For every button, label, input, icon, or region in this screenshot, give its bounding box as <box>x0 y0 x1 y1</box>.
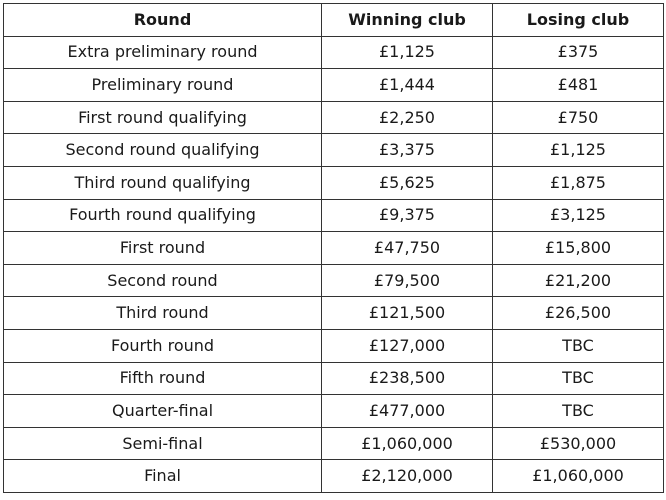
table-row <box>4 166 664 199</box>
winning-club-cell: £3,375 <box>322 134 493 167</box>
losing-club-cell: £26,500 <box>493 297 664 330</box>
table-row <box>4 264 664 297</box>
losing-club-cell: TBC <box>493 329 664 362</box>
table-row <box>4 101 664 134</box>
prize-money-table <box>3 3 664 493</box>
table-row <box>4 69 664 102</box>
winning-club-cell: £9,375 <box>322 199 493 232</box>
winning-club-cell: £477,000 <box>322 395 493 428</box>
round-cell: Extra preliminary round <box>4 36 322 69</box>
header-losing-club: Losing club <box>493 4 664 37</box>
losing-club-cell: £21,200 <box>493 264 664 297</box>
table-row <box>4 199 664 232</box>
winning-club-cell: £238,500 <box>322 362 493 395</box>
losing-club-cell: £1,125 <box>493 134 664 167</box>
winning-club-cell: £2,120,000 <box>322 460 493 493</box>
winning-club-cell: £2,250 <box>322 101 493 134</box>
winning-club-cell: £1,444 <box>322 69 493 102</box>
table-row <box>4 134 664 167</box>
round-cell: Fifth round <box>4 362 322 395</box>
table-row <box>4 232 664 265</box>
round-cell: Second round qualifying <box>4 134 322 167</box>
round-cell: Preliminary round <box>4 69 322 102</box>
round-cell: Quarter-final <box>4 395 322 428</box>
round-cell: Semi-final <box>4 427 322 460</box>
losing-club-cell: £1,060,000 <box>493 460 664 493</box>
table-row <box>4 460 664 493</box>
table-body <box>4 36 664 492</box>
losing-club-cell: £15,800 <box>493 232 664 265</box>
losing-club-cell: £530,000 <box>493 427 664 460</box>
round-cell: Fourth round <box>4 329 322 362</box>
table-row <box>4 395 664 428</box>
round-cell: Fourth round qualifying <box>4 199 322 232</box>
table-row <box>4 297 664 330</box>
table-row <box>4 362 664 395</box>
table-row <box>4 329 664 362</box>
table-header <box>4 4 664 37</box>
winning-club-cell: £1,060,000 <box>322 427 493 460</box>
table-row <box>4 36 664 69</box>
round-cell: First round qualifying <box>4 101 322 134</box>
losing-club-cell: £3,125 <box>493 199 664 232</box>
winning-club-cell: £79,500 <box>322 264 493 297</box>
losing-club-cell: £375 <box>493 36 664 69</box>
header-row <box>4 4 664 37</box>
round-cell: First round <box>4 232 322 265</box>
winning-club-cell: £47,750 <box>322 232 493 265</box>
round-cell: Third round <box>4 297 322 330</box>
round-cell: Final <box>4 460 322 493</box>
round-cell: Third round qualifying <box>4 166 322 199</box>
round-cell: Second round <box>4 264 322 297</box>
table-row <box>4 427 664 460</box>
winning-club-cell: £121,500 <box>322 297 493 330</box>
prize-money-table-container <box>3 3 663 494</box>
losing-club-cell: £481 <box>493 69 664 102</box>
losing-club-cell: £1,875 <box>493 166 664 199</box>
winning-club-cell: £127,000 <box>322 329 493 362</box>
losing-club-cell: £750 <box>493 101 664 134</box>
header-winning-club: Winning club <box>322 4 493 37</box>
losing-club-cell: TBC <box>493 362 664 395</box>
losing-club-cell: TBC <box>493 395 664 428</box>
winning-club-cell: £5,625 <box>322 166 493 199</box>
header-round: Round <box>4 4 322 37</box>
winning-club-cell: £1,125 <box>322 36 493 69</box>
